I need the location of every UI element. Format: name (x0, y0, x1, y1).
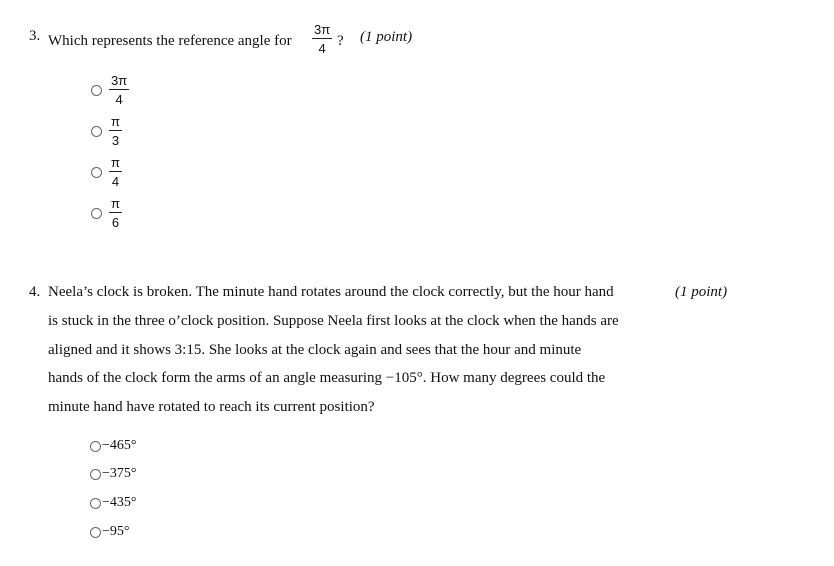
question-4-text-line-4: hands of the clock form the arms of an angle measuring −105°. How many degrees could the (48, 370, 606, 386)
fraction-numerator: π (111, 155, 120, 170)
fraction-bar (109, 130, 122, 131)
question-4-number: 4. (29, 284, 41, 300)
question-3-text: Which represents the reference angle for (48, 33, 292, 49)
q4-option-2-label: −375° (102, 466, 137, 481)
fraction-denominator: 3 (111, 133, 120, 148)
q4-option-4-radio[interactable] (90, 527, 101, 538)
q4-option-2-radio[interactable] (90, 469, 101, 480)
question-3-number: 3. (29, 28, 41, 44)
q3-option-3-radio[interactable] (91, 167, 102, 178)
question-4-text-line-5: minute hand have rotated to reach its current position? (48, 399, 375, 415)
q4-option-3-label: −435° (102, 495, 137, 510)
fraction-bar (109, 89, 129, 90)
q4-option-4[interactable] (90, 524, 130, 540)
fraction-numerator: π (111, 114, 120, 129)
question-3-fraction (312, 23, 332, 55)
question-4-text-line-1: Neela’s clock is broken. The minute hand rotates around the clock correctly, but the hour hand (48, 284, 614, 300)
fraction-denominator: 4 (318, 41, 326, 56)
question-3-question-mark: ? (337, 33, 344, 49)
q3-option-2-fraction (109, 115, 122, 147)
question-4-points: (1 point) (675, 284, 728, 300)
q4-option-3[interactable] (90, 495, 137, 511)
q3-option-4-fraction (109, 197, 122, 229)
fraction-numerator: 3π (111, 73, 128, 88)
q4-option-1-label: −465° (102, 438, 137, 453)
fraction-bar (312, 38, 332, 39)
q3-option-4-radio[interactable] (91, 208, 102, 219)
q3-option-3-fraction (109, 156, 122, 188)
fraction-numerator: π (111, 196, 120, 211)
question-4-text-line-3: aligned and it shows 3:15. She looks at the clock again and sees that the hour and minute (48, 342, 582, 358)
q4-option-3-radio[interactable] (90, 498, 101, 509)
fraction-numerator: 3π (314, 22, 331, 37)
question-4-text-line-2: is stuck in the three o’clock position. Suppose Neela first looks at the clock when the hands are (48, 313, 619, 329)
q3-option-1-fraction (109, 74, 129, 106)
fraction-denominator: 6 (111, 215, 120, 230)
fraction-denominator: 4 (111, 174, 120, 189)
q4-option-2[interactable] (90, 466, 137, 482)
q4-option-1[interactable] (90, 438, 137, 454)
fraction-bar (109, 212, 122, 213)
fraction-denominator: 4 (115, 92, 123, 107)
question-3-points: (1 point) (360, 29, 413, 45)
q3-option-1-radio[interactable] (91, 85, 102, 96)
fraction-bar (109, 171, 122, 172)
q4-option-1-radio[interactable] (90, 441, 101, 452)
q4-option-4-label: −95° (102, 524, 130, 539)
q3-option-2-radio[interactable] (91, 126, 102, 137)
